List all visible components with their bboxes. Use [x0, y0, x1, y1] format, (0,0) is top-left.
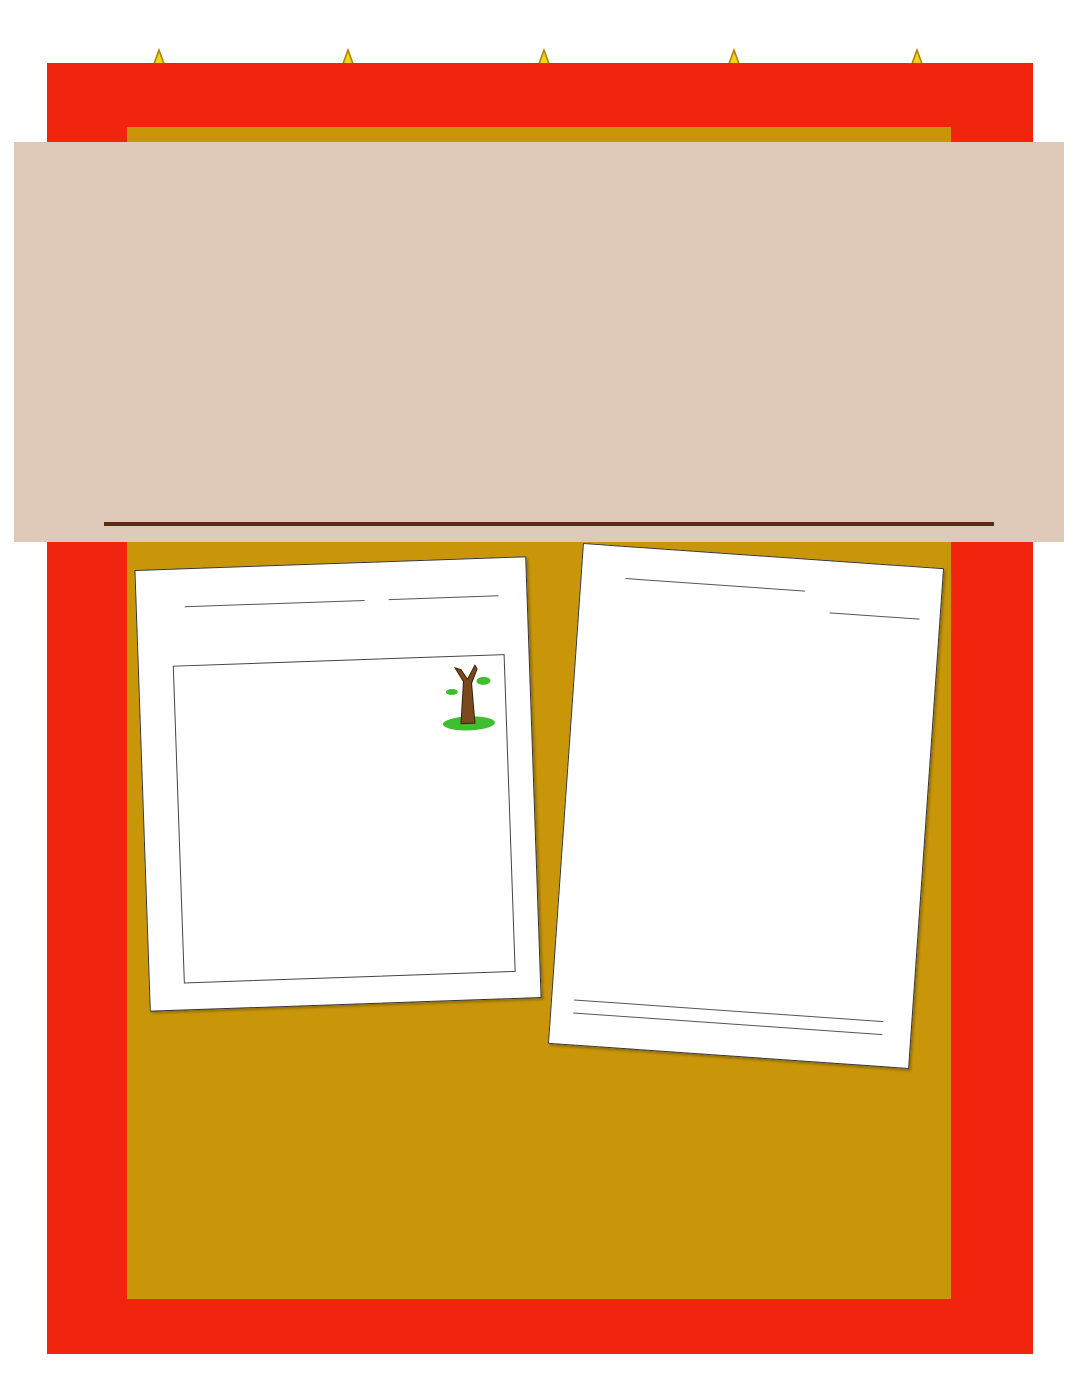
date-line	[389, 595, 499, 600]
passage-preview-sheet	[134, 556, 541, 1011]
questions-preview-sheet	[548, 543, 944, 1069]
name-line	[626, 578, 806, 592]
passage-title	[167, 611, 417, 620]
passage-body	[186, 734, 504, 973]
passage-body-top	[183, 665, 435, 744]
questions-body	[575, 661, 915, 1012]
date-line	[830, 612, 920, 619]
title-underline	[104, 522, 994, 526]
answer-line	[573, 1012, 882, 1035]
questions-title	[610, 602, 909, 623]
oak-tree-icon	[437, 660, 499, 732]
title-banner	[14, 142, 1064, 542]
name-line	[185, 600, 365, 607]
